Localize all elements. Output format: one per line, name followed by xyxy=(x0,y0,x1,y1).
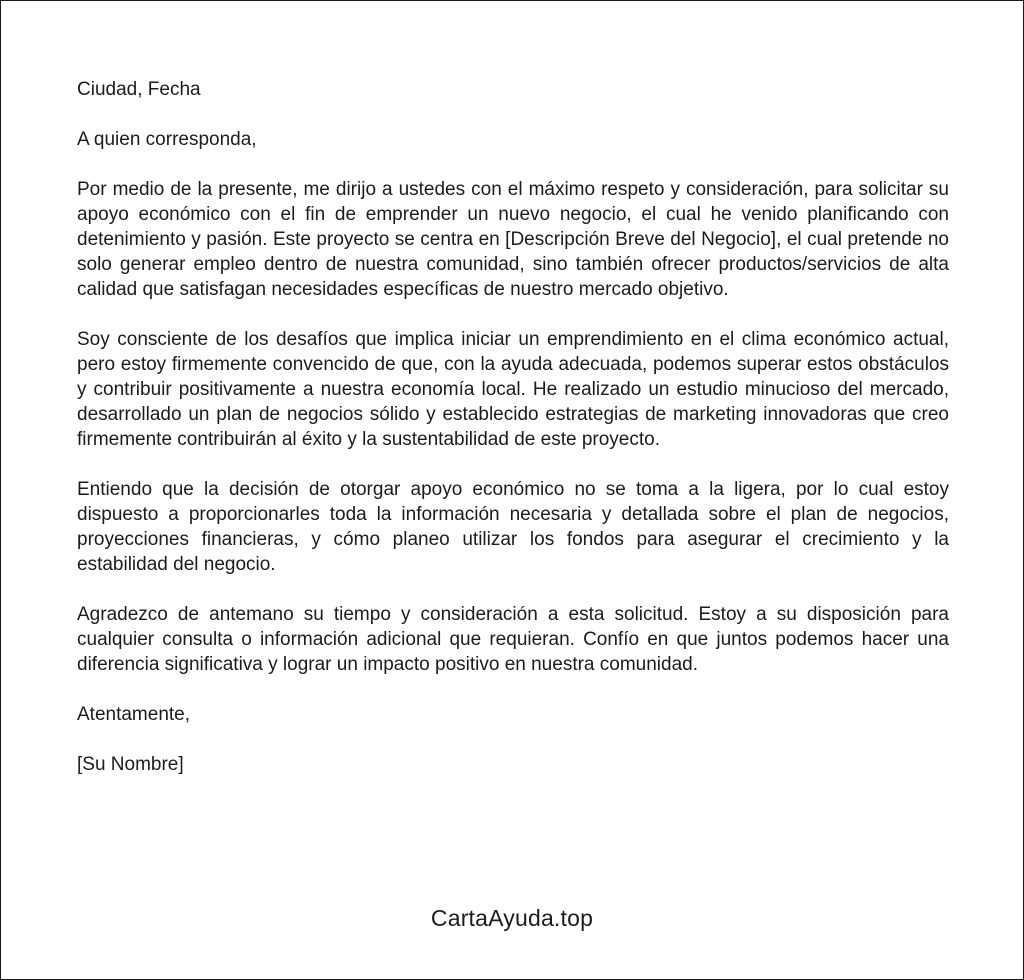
paragraph-information: Entiendo que la decisión de otorgar apoyo económico no se toma a la ligera, por lo cual estoy dispuesto a proporcionarles toda la información necesaria y detallada sobre el plan de negocios, proyecciones financieras, y cómo planeo utilizar los fondos para asegurar el crecimiento y la estabilidad del negocio. xyxy=(77,479,949,575)
paragraph-challenges: Soy consciente de los desafíos que implica iniciar un emprendimiento en el clima económico actual, pero estoy firmemente convencido de que, con la ayuda adecuada, podemos superar estos obstáculos y contribuir positivamente a nuestra economía local. He realizado un estudio minucioso del mercado, desarrollado un plan de negocios sólido y establecido estrategias de marketing innovadoras que creo firmemente contribuirán al éxito y la sustentabilidad de este proyecto. xyxy=(77,329,949,450)
location-date: Ciudad, Fecha xyxy=(77,79,201,100)
greeting: A quien corresponda, xyxy=(77,129,257,150)
paragraph-intro: Por medio de la presente, me dirijo a ustedes con el máximo respeto y consideración, para solicitar su apoyo económico con el fin de emprender un nuevo negocio, el cual he venido planificando con detenimiento y pasión. Este proyecto se centra en [Descripción Breve del Negocio], el cual pretende no solo generar empleo dentro de nuestra comunidad, sino también ofrecer productos/servicios de alta calidad que satisfagan necesidades específicas de nuestro mercado objetivo. xyxy=(77,179,949,300)
letter-body xyxy=(77,77,949,802)
footer-site-name: CartaAyuda.top xyxy=(430,905,594,931)
signature: [Su Nombre] xyxy=(77,754,184,775)
paragraph-thanks: Agradezco de antemano su tiempo y consideración a esta solicitud. Estoy a su disposición para cualquier consulta o información adicional que requieran. Confío en que juntos podemos hacer una diferencia significativa y lograr un impacto positivo en nuestra comunidad. xyxy=(77,604,949,675)
closing: Atentamente, xyxy=(77,704,191,725)
